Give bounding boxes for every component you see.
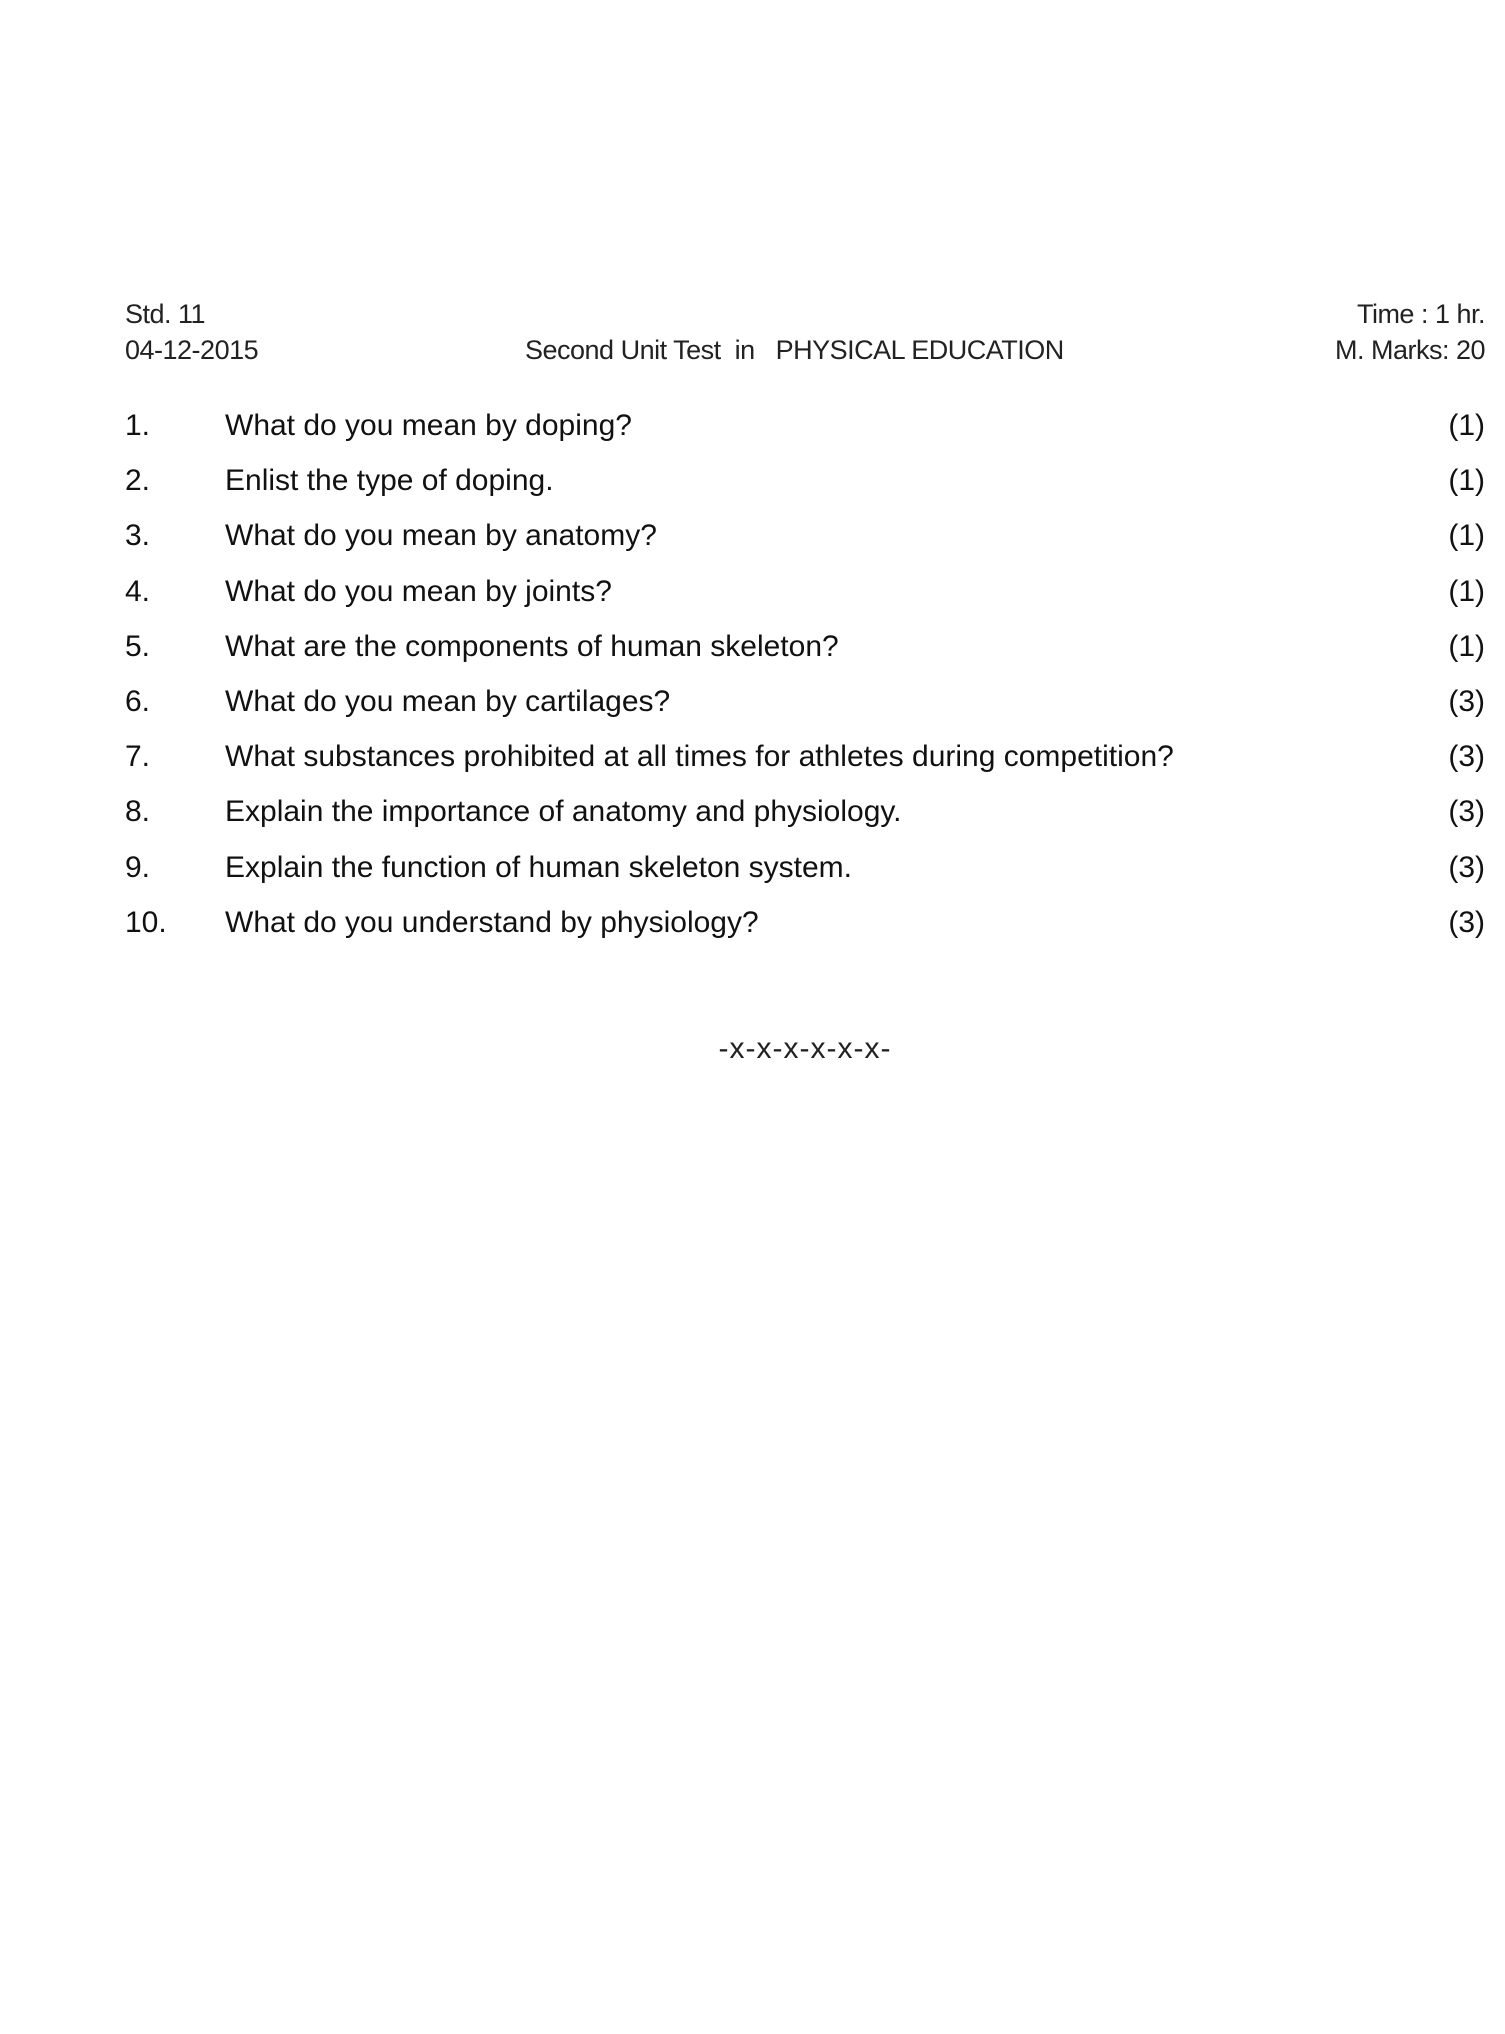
question-number: 1. [125, 409, 151, 442]
question-text: What do you mean by joints? [225, 574, 612, 608]
question-number: 5. [125, 629, 151, 663]
question-number: 8. [125, 795, 151, 829]
question-item [125, 729, 1485, 784]
question-item [125, 398, 1485, 453]
question-item [125, 619, 1485, 674]
question-text: Explain the function of human skeleton system. [225, 850, 853, 884]
question-item [125, 564, 1485, 619]
question-marks: (3) [1448, 850, 1485, 884]
question-text: What are the components of human skeleton? [225, 629, 839, 663]
exam-title: Second Unit Test in PHYSICAL EDUCATION [525, 335, 1064, 365]
question-item [125, 508, 1485, 563]
question-text: What do you mean by cartilages? [225, 684, 671, 718]
question-list [125, 398, 1485, 950]
question-number: 7. [125, 740, 151, 774]
header-left [125, 296, 258, 368]
question-marks: (3) [1448, 740, 1485, 774]
question-text: Enlist the type of doping. [225, 464, 554, 498]
question-item [125, 784, 1485, 839]
question-marks: (3) [1448, 795, 1485, 829]
question-number: 4. [125, 574, 151, 608]
question-marks: (1) [1448, 629, 1485, 663]
question-item [125, 674, 1485, 729]
question-marks: (1) [1448, 519, 1485, 553]
question-marks: (1) [1448, 464, 1485, 498]
std-label: Std. 11 [125, 299, 206, 329]
date-label: 04-12-2015 [125, 335, 259, 365]
question-marks: (3) [1448, 684, 1485, 718]
time-label: Time : 1 hr. [1356, 299, 1485, 329]
question-text: What do you mean by doping? [225, 409, 632, 442]
question-number: 3. [125, 519, 151, 553]
question-item [125, 840, 1485, 895]
max-marks-label: M. Marks: 20 [1334, 335, 1485, 365]
question-text: What substances prohibited at all times for athletes during competition? [225, 740, 1174, 774]
question-text: What do you understand by physiology? [225, 905, 759, 939]
question-text: What do you mean by anatomy? [225, 519, 657, 553]
question-item [125, 895, 1485, 950]
end-of-paper-mark: -x-x-x-x-x-x- [718, 1032, 892, 1065]
header-right [1335, 296, 1485, 368]
question-item [125, 453, 1485, 508]
question-marks: (1) [1448, 574, 1485, 608]
question-marks: (3) [1448, 905, 1485, 939]
question-number: 10. [125, 905, 167, 939]
exam-header [125, 296, 1485, 376]
question-text: Explain the importance of anatomy and physiology. [225, 795, 902, 829]
question-marks: (1) [1448, 409, 1485, 442]
question-number: 6. [125, 684, 151, 718]
question-number: 2. [125, 464, 151, 498]
question-number: 9. [125, 850, 151, 884]
